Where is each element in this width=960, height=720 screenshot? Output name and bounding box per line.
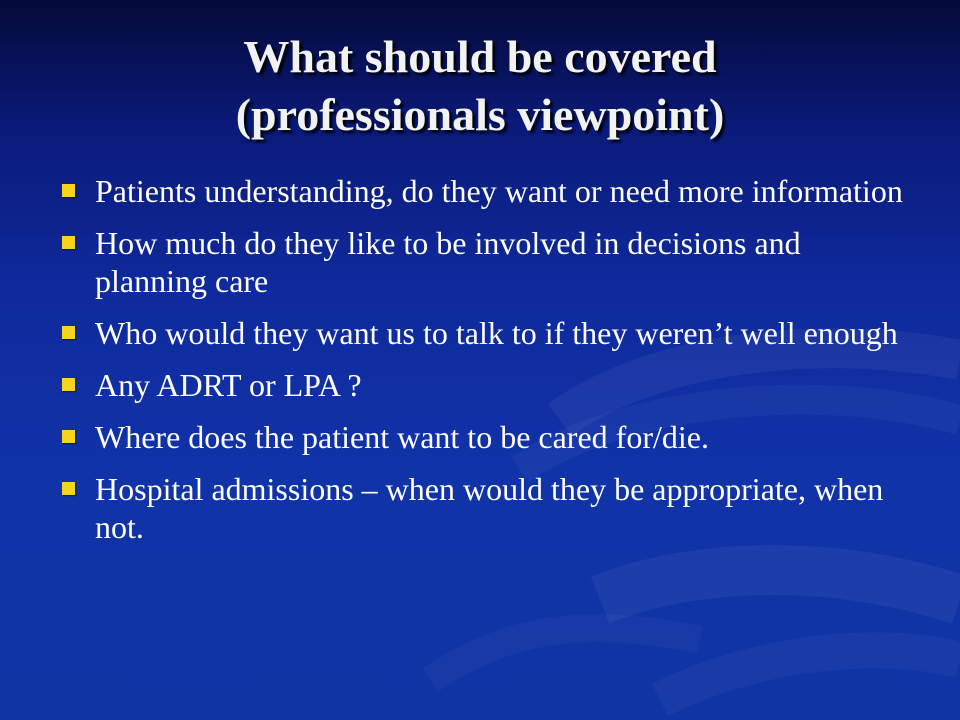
bullet-item <box>60 366 910 404</box>
bullet-list <box>60 172 910 560</box>
bullet-item <box>60 418 910 456</box>
bullet-text: Patients understanding, do they want or need more information <box>95 173 903 209</box>
bullet-text: Any ADRT or LPA ? <box>95 367 362 403</box>
square-bullet-icon <box>62 236 75 249</box>
bullet-text: How much do they like to be involved in decisions and planning care <box>95 225 801 299</box>
square-bullet-icon <box>62 378 75 391</box>
square-bullet-icon <box>62 326 75 339</box>
bullet-item <box>60 470 910 546</box>
square-bullet-icon <box>62 482 75 495</box>
square-bullet-icon <box>62 184 75 197</box>
bullet-text: Hospital admissions – when would they be appropriate, when not. <box>95 471 884 545</box>
bullet-item <box>60 314 910 352</box>
square-bullet-icon <box>62 430 75 443</box>
bullet-item <box>60 224 910 300</box>
bullet-text: Who would they want us to talk to if they weren’t well enough <box>95 315 898 351</box>
slide-title-line-1: What should be covered <box>243 31 717 82</box>
bullet-text: Where does the patient want to be cared for/die. <box>95 419 709 455</box>
bullet-item <box>60 172 910 210</box>
slide-title <box>40 28 920 144</box>
slide-title-line-2: (professionals viewpoint) <box>235 89 725 140</box>
